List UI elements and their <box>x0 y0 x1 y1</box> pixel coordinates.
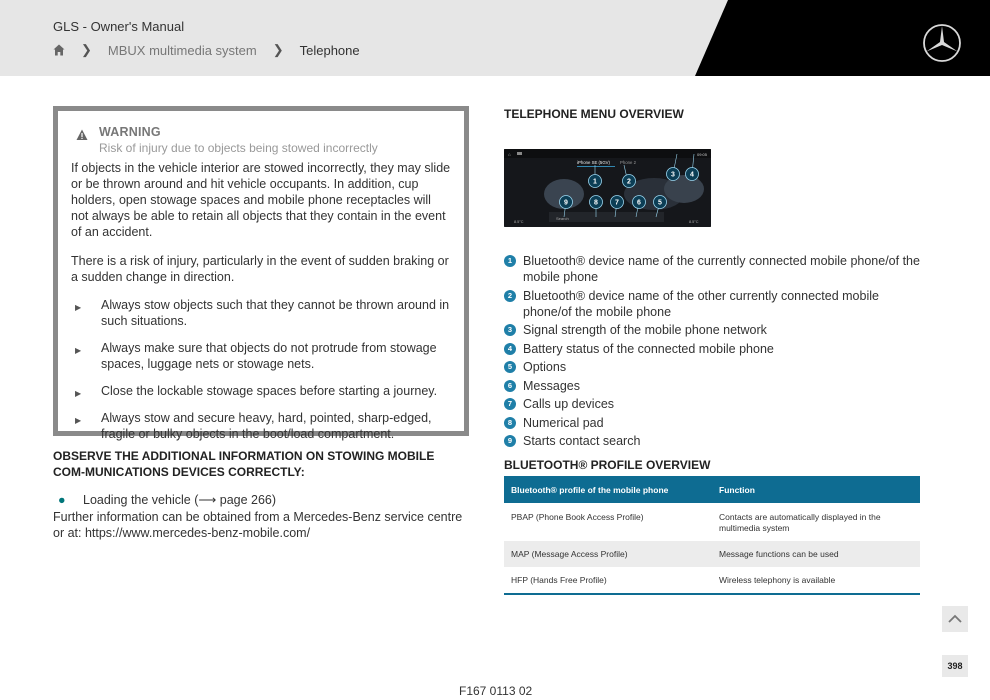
legend-text: Bluetooth® device name of the currently connected mobile phone/of the mobile phone <box>523 254 920 284</box>
svg-text:5: 5 <box>658 199 662 207</box>
triangle-bullet-icon: ▶ <box>75 346 82 355</box>
callout-number-badge: 5 <box>504 361 516 373</box>
table-row <box>504 541 920 567</box>
warning-instruction-item <box>71 383 451 399</box>
screen-callout-2 <box>623 175 636 188</box>
mercedes-star-logo <box>922 23 962 63</box>
legend-text: Bluetooth® device name of the other currently connected mobile phone/of the mobile phone <box>523 288 879 319</box>
warning-instruction-item <box>71 410 451 442</box>
triangle-bullet-icon: ▶ <box>75 389 82 398</box>
table-header-row <box>504 476 920 503</box>
breadcrumb-link-mbux[interactable]: MBUX multimedia system <box>107 42 257 58</box>
triangle-bullet-icon: ▶ <box>75 416 82 425</box>
legend-text: Battery status of the connected mobile phone <box>523 341 774 356</box>
page-number: 398 <box>942 655 968 677</box>
svg-text:4: 4 <box>690 171 694 179</box>
telephone-screen-image <box>504 149 711 227</box>
legend-text: Messages <box>523 378 580 393</box>
screen-search: Search <box>556 216 569 221</box>
legend-item <box>504 378 924 394</box>
screen-callout-5 <box>654 196 667 209</box>
warning-instruction-item <box>71 340 451 372</box>
table-cell-profile: HFP (Hands Free Profile) <box>504 567 712 594</box>
observe-heading: OBSERVE THE ADDITIONAL INFORMATION ON STOWING MOBILE COM-MUNICATIONS DEVICES CORRECTLY: <box>53 449 435 479</box>
callout-number-badge: 3 <box>504 324 516 336</box>
legend-item <box>504 415 924 431</box>
legend-item <box>504 253 924 285</box>
table-cell-profile: MAP (Message Access Profile) <box>504 541 712 567</box>
callout-number-badge: 9 <box>504 435 516 447</box>
column-header-profile: Bluetooth® profile of the mobile phone <box>504 476 712 503</box>
svg-text:9: 9 <box>564 199 568 207</box>
screen-callout-3 <box>667 168 680 181</box>
warning-paragraph: If objects in the vehicle interior are stowed incorrectly, they may slide or be thrown around and hit vehicle occupants. In addition, cup holders, open stowage spaces and mobile phone receptacles will not always be able to retain all objects that they contain in the event of an accident. <box>71 161 451 239</box>
screen-phone1: iPhone SE (5GV) <box>577 160 610 165</box>
warning-header <box>71 125 451 155</box>
table-row <box>504 567 920 594</box>
svg-text:1: 1 <box>593 178 597 186</box>
header-black-wedge <box>0 0 990 76</box>
legend-text: Starts contact search <box>523 434 641 448</box>
callout-number-badge: 8 <box>504 417 516 429</box>
callout-legend <box>504 253 924 452</box>
breadcrumb <box>53 42 360 58</box>
further-information: Further information can be obtained from a Mercedes-Benz service centre or at: https://www.mercedes-benz-mobile.com/ <box>53 510 463 540</box>
manual-title: GLS - Owner's Manual <box>53 19 185 34</box>
legend-text: Signal strength of the mobile phone network <box>523 323 767 337</box>
table-cell-function: Message functions can be used <box>712 541 920 567</box>
screen-temp-right: 8.5°C <box>689 220 699 224</box>
legend-item <box>504 322 924 338</box>
table-cell-function: Contacts are automatically displayed in the multimedia system <box>719 512 881 533</box>
svg-text:8: 8 <box>594 199 598 207</box>
instruction-text: Always stow and secure heavy, hard, pointed, sharp-edged, fragile or bulky objects in the boot/load compartment. <box>101 411 432 441</box>
warning-subtitle: Risk of injury due to objects being stowed incorrectly <box>99 141 378 155</box>
instruction-text: Always stow objects such that they cannot be thrown around in such situations. <box>101 298 450 328</box>
legend-text: Options <box>523 360 567 374</box>
cross-reference-link[interactable]: Loading the vehicle (⟶ page 266) <box>83 493 277 507</box>
bullet-dot-icon: ● <box>58 493 66 507</box>
telephone-menu-heading: TELEPHONE MENU OVERVIEW <box>504 107 684 121</box>
screen-callout-6 <box>633 196 646 209</box>
scroll-to-top-button[interactable] <box>942 606 968 632</box>
column-header-function: Function <box>712 476 920 503</box>
warning-box <box>53 106 469 441</box>
warning-triangle-icon <box>76 129 88 141</box>
table-cell-function: Wireless telephony is available <box>712 567 920 594</box>
screen-callout-8 <box>590 196 603 209</box>
legend-text: Calls up devices <box>523 397 615 411</box>
legend-item <box>504 341 924 357</box>
bluetooth-profile-heading: BLUETOOTH® PROFILE OVERVIEW <box>504 458 711 472</box>
warning-title: WARNING <box>99 125 161 139</box>
breadcrumb-current-telephone: Telephone <box>299 42 360 58</box>
warning-instruction-item <box>71 297 451 329</box>
triangle-bullet-icon: ▶ <box>75 303 82 312</box>
screen-time: 09:05 <box>697 152 708 157</box>
chevron-right-icon: ❯ <box>81 42 92 57</box>
screen-callout-1 <box>589 175 602 188</box>
legend-item <box>504 396 924 412</box>
chevron-up-icon <box>942 606 968 632</box>
screen-phone2: Phone 2 <box>620 160 637 165</box>
legend-item <box>504 359 924 375</box>
svg-text:7: 7 <box>615 199 619 207</box>
screen-callout-4 <box>686 168 699 181</box>
legend-text: Numerical pad <box>523 415 604 430</box>
svg-text:6: 6 <box>637 199 641 207</box>
cross-reference-item <box>53 492 276 507</box>
chevron-right-icon: ❯ <box>272 42 284 57</box>
bluetooth-profile-table <box>504 476 920 595</box>
svg-text:3: 3 <box>671 171 675 179</box>
warning-paragraph: There is a risk of injury, particularly in the event of sudden braking or a sudden change in direction. <box>71 254 449 284</box>
page-header <box>0 0 990 76</box>
screen-temp-left: 8.5°C <box>514 220 524 224</box>
callout-number-badge: 2 <box>504 290 516 302</box>
callout-number-badge: 7 <box>504 398 516 410</box>
home-icon[interactable] <box>53 44 65 56</box>
instruction-text: Always make sure that objects do not protrude from stowage spaces, luggage nets or stowage nets. <box>101 341 437 371</box>
instruction-text: Close the lockable stowage spaces before starting a journey. <box>101 384 438 398</box>
legend-item <box>504 288 924 320</box>
legend-item <box>504 433 924 449</box>
callout-number-badge: 1 <box>504 255 516 267</box>
svg-text:⌂: ⌂ <box>508 152 511 157</box>
table-row <box>504 503 920 541</box>
callout-number-badge: 6 <box>504 380 516 392</box>
screen-callout-9 <box>560 196 573 209</box>
image-reference-code: F167 0113 02 <box>459 684 533 698</box>
svg-text:2: 2 <box>627 178 631 186</box>
screen-callout-7 <box>611 196 624 209</box>
callout-number-badge: 4 <box>504 343 516 355</box>
table-cell-profile: PBAP (Phone Book Access Profile) <box>511 512 644 522</box>
warning-instructions <box>71 297 451 442</box>
